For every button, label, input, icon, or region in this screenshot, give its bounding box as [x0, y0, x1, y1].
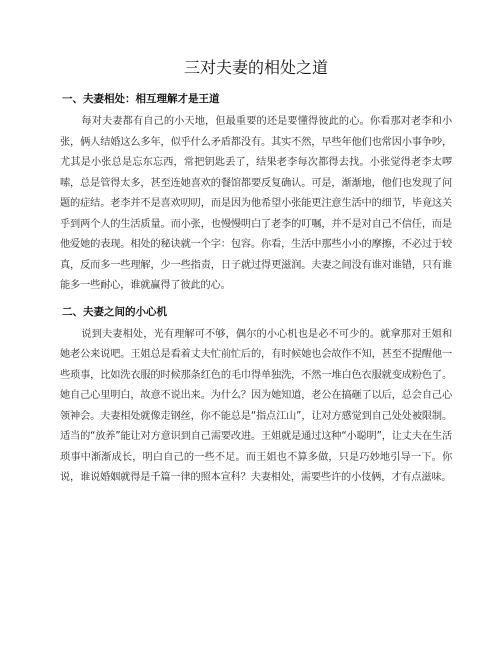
section-heading: 二、夫妻之间的小心机 — [62, 305, 167, 318]
section-2 — [60, 303, 452, 489]
document-title: 三对夫妻的相处之道 — [183, 58, 328, 77]
section-heading: 一、夫妻相处：相互理解才是王道 — [62, 93, 220, 105]
section-1 — [60, 90, 452, 297]
section-paragraph: 说到夫妻相处，光有理解可不够，偶尔的小心机也是必不可少的。就拿那对王姐和她老公来说吧。王姐总是看着丈夫忙前忙后的，有时候她也会故作不知，甚至不提醒他一些琐事，比如洗衣服的时候那条红色的毛巾得单独洗，不然一堆白色衣服就变成粉色了。她自己心里明白，故意不说出来。为什么？因为她知道，老公在搞砸了以后，总会自己心领神会。夫妻相处就像走钢丝，你不能总是“指点江山”，让对方感觉到自己处处被限制。适当的“放养”能让对方意识到自己需要改进。王姐就是通过这种“小聪明”，让丈夫在生活琐事中渐渐成长，明白自己的一些不足。而王姐也不算多做，只是巧妙地引导一下。你说，谁说婚姻就得是千篇一律的照本宣科？夫妻相处，需要些许的小伎俩，才有点滋味。 — [60, 328, 452, 483]
section-paragraph: 每对夫妻都有自己的小天地，但最重要的还是要懂得彼此的心。你看那对老李和小张，俩人结婚这么多年，似乎什么矛盾都没有。其实不然，早些年他们也常因小事争吵，尤其是小张总是忘东忘西，常把钥匙丢了，结果老李每次都得去找。小张觉得老李太啰嗦，总是管得太多，甚至连她喜欢的餐馆都要反复确认。可是，渐渐地，他们也发现了问题的症结。老李并不是喜欢叨叨，而是因为他希望小张能更注意生活中的细节，毕竟这关乎到两个人的生活质量。而小张，也慢慢明白了老李的叮嘱，并不是对自己不信任，而是他爱她的表现。相处的秘诀就一个字：包容。你看，生活中那些小小的摩擦，不必过于较真，反而多一些理解，少一些指责，日子就过得更滋润。夫妻之间没有谁对谁错，只有谁能多一些耐心，谁就赢得了彼此的心。 — [60, 116, 452, 291]
